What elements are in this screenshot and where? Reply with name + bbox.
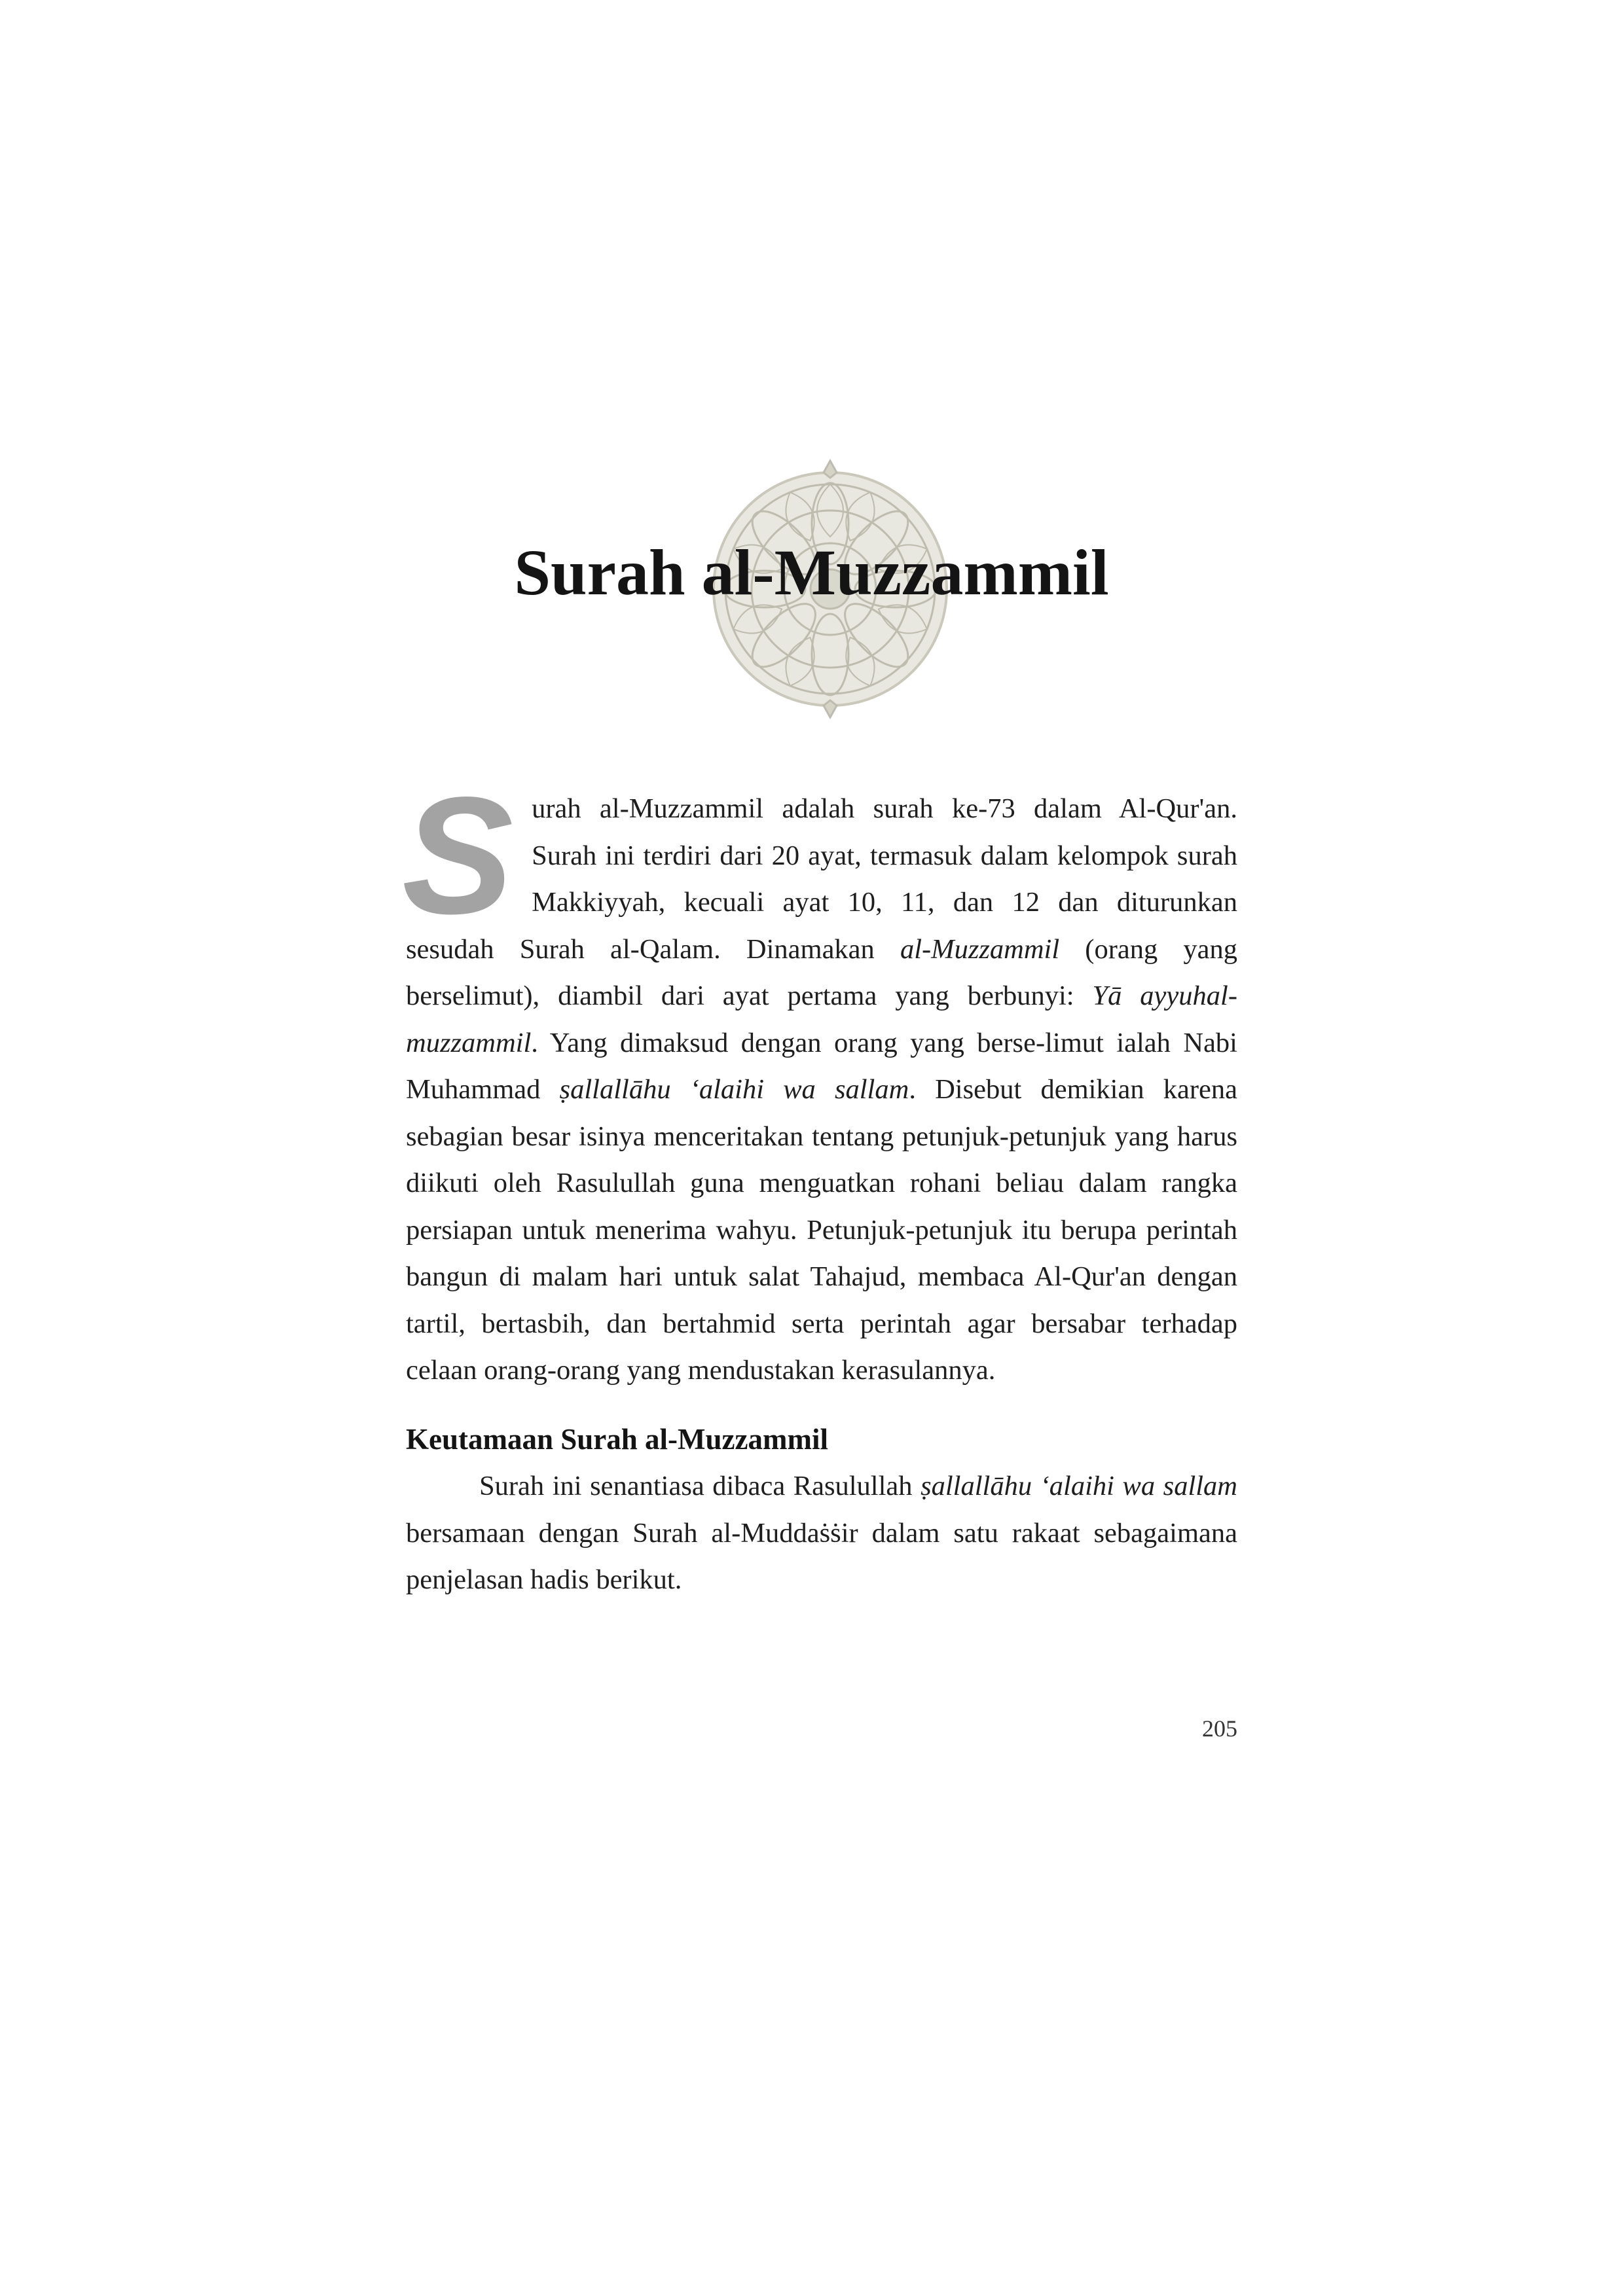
section-paragraph [406,1463,1237,1604]
chapter-title: Surah al-Muzzammil [514,536,1109,609]
intro-text-1: urah al-Muzzammil adalah surah ke-73 dalam Al-Qur'an. Surah ini terdiri dari 20 ayat, termasuk dalam kelompok surah Makkiyyah, kecuali ayat 10, 11, dan 12 dan diturunkan sesudah Surah al-Qalam. Dinamakan [406,793,1237,965]
drop-cap: S [402,762,514,949]
intro-text-2: (orang yang berselimut), diambil dari ayat pertama yang berbunyi: [406,933,1237,1011]
surah-name-italic: al-Muzzammil [900,933,1060,965]
salawat-italic: ṣallallāhu ‘alaihi wa sallam [559,1074,909,1105]
intro-text-3: . Yang dimaksud dengan orang yang berse-limut ialah Nabi Muhammad [406,1027,1237,1105]
intro-text-4: . Disebut demikian karena sebagian besar isinya menceritakan tentang petunjuk-petunjuk yang harus diikuti oleh Rasulullah guna menguatkan rohani beliau dalam rangka persiapan untuk menerima wahyu. Petunjuk-petunjuk itu berupa perintah bangun di malam hari untuk salat Tahajud, membaca Al-Qur'an dengan tartil, bertasbih, dan bertahmid serta perintah agar bersabar terhadap celaan orang-orang yang mendustakan kerasulannya. [406,1074,1238,1386]
verse-transliteration: Yā ayyuhal-muzzammil [406,980,1237,1058]
section-text-1: Surah ini senantiasa dibaca Rasulullah [479,1471,921,1501]
body-text [402,762,1238,1604]
page-number: 205 [1202,1715,1237,1742]
intro-paragraph [402,762,1238,1394]
section-text-2: bersamaan dengan Surah al-Muddaṡṡir dalam satu rakaat sebagaimana penjelasan hadis berikut. [406,1517,1237,1595]
salawat-italic: ṣallallāhu ‘alaihi wa sallam [921,1471,1237,1501]
section-heading: Keutamaan Surah al-Muzzammil [406,1422,828,1456]
